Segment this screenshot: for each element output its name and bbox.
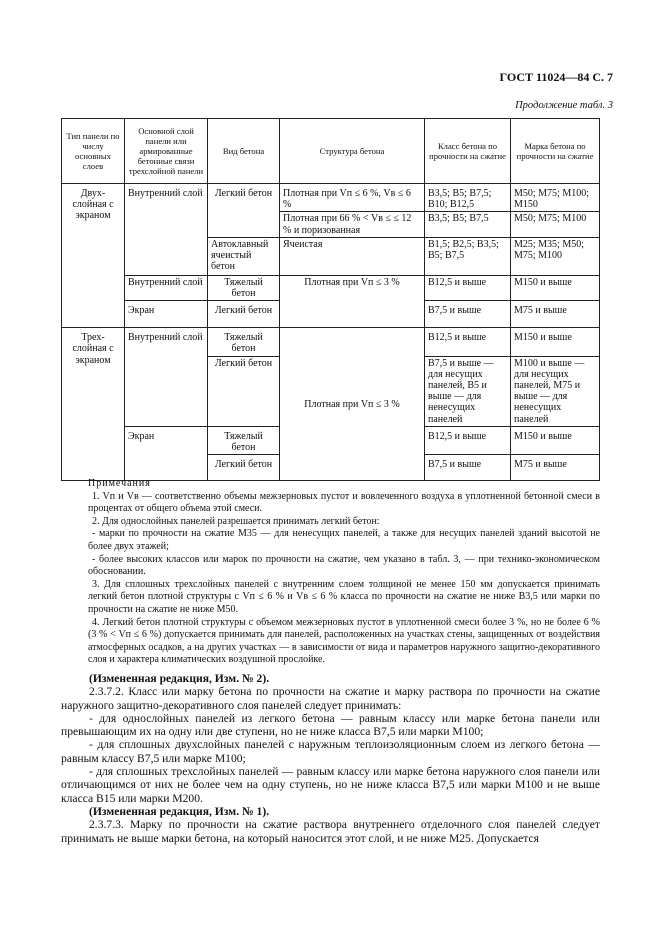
cell-grade: M50; M75; M100 (511, 212, 600, 237)
edit-note-2: (Измененная редакция, Изм. № 2). (89, 672, 270, 685)
body-text (61, 672, 600, 845)
cell-grade: M75 и выше (511, 455, 600, 481)
table-row (62, 328, 600, 356)
cell-structure: Плотная при Vп ≤ 3 % (280, 328, 425, 481)
cell-kind: Тяжелый бетон (208, 275, 280, 300)
cell-class: B3,5; B5; B7,5; B10; B12,5 (425, 184, 511, 212)
cell-layer: Внутренний слой (125, 275, 208, 300)
cell-kind: Легкий бетон (208, 356, 280, 426)
paragraph-2372-c: - для сплошных трехслойных панелей — равным классу или марке бетона наружного слоя панели или отличающимся от них не более чем на одну ступень, но не ниже класса B7,5 или марки M100 и не выше класса B15 или марки M200. (61, 765, 600, 805)
note-1: 1. Vп и Vв — соответственно объемы межзерновых пустот и вовлеченного воздуха в уплотненной бетонной смеси в процентах от общего объема этой смеси. (88, 490, 600, 515)
concrete-table (61, 118, 600, 481)
col-class: Класс бетона по прочности на сжатие (425, 119, 511, 184)
cell-kind: Легкий бетон (208, 184, 280, 238)
notes-title: Примечания (88, 478, 151, 489)
note-2b: - более высоких классов или марок по прочности на сжатие, чем указано в табл. 3, — при технико-экономическом обосновании. (88, 553, 600, 578)
cell-grade: M150 и выше (511, 328, 600, 356)
cell-structure: Ячеистая (280, 237, 425, 275)
cell-layer: Экран (125, 301, 208, 328)
note-2: 2. Для однослойных панелей разрешается принимать легкий бетон: (92, 515, 380, 527)
cell-kind: Легкий бетон (208, 301, 280, 328)
cell-kind: Тяжелый бетон (208, 328, 280, 356)
table-row (62, 275, 600, 300)
col-panel-type: Тип панели по числу основных слоев (62, 119, 125, 184)
cell-structure: Плотная при Vп ≤ 3 % (280, 275, 425, 327)
col-main-layer: Основной слой панели или армированные бетонные связи трехслойной панели (125, 119, 208, 184)
cell-kind: Тяжелый бетон (208, 426, 280, 454)
cell-class: B12,5 и выше (425, 275, 511, 300)
cell-layer: Экран (125, 426, 208, 480)
note-2a: - марки по прочности на сжатие M35 — для ненесущих панелей, а также для несущих панелей зданий высотой не более двух этажей; (88, 528, 600, 552)
cell-structure: Плотная при Vп ≤ 6 %, Vв ≤ 6 % (280, 184, 425, 212)
notes-block (88, 478, 600, 667)
cell-class: B3,5; B5; B7,5 (425, 212, 511, 237)
cell-grade: M75 и выше (511, 301, 600, 328)
note-3: 3. Для сплошных трехслойных панелей с внутренним слоем толщиной не менее 150 мм допускается принимать легкий бетон плотной структуры с Vп ≤ 6 % и Vв ≤ 6 % класса по прочности на сжатие не ниже B3,5 или марки по прочности на сжатие не ниже M50. (88, 578, 600, 615)
cell-grade: M50; M75; M100; M150 (511, 184, 600, 212)
cell-kind: Автоклавный ячеистый бетон (208, 237, 280, 275)
cell-class: B7,5 и выше — для несущих панелей, B5 и выше — для ненесущих панелей (425, 356, 511, 426)
cell-layer: Внутренний слой (125, 184, 208, 276)
col-concrete-kind: Вид бетона (208, 119, 280, 184)
cell-layer: Внутренний слой (125, 328, 208, 427)
cell-grade: M150 и выше (511, 426, 600, 454)
cell-class: B7,5 и выше (425, 301, 511, 328)
col-structure: Структура бетона (280, 119, 425, 184)
edit-note-1: (Измененная редакция, Изм. № 1). (89, 804, 270, 818)
cell-class: B12,5 и выше (425, 328, 511, 356)
cell-panel-type: Двух-слойная с экраном (62, 184, 125, 328)
cell-class: B1,5; B2,5; B3,5; B5; B7,5 (425, 237, 511, 275)
paragraph-2372: 2.3.7.2. Класс или марку бетона по прочности на сжатие и марку раствора по прочности на сжатие наружного защитно-декоративного слоя панелей следует принимать: (61, 685, 600, 712)
cell-kind: Легкий бетон (208, 455, 280, 481)
table-header-row (62, 119, 600, 184)
cell-panel-type: Трех-слойная с экраном (62, 328, 125, 481)
note-4: 4. Легкий бетон плотной структуры с объемом межзерновых пустот в уплотненной смеси более 3 %, но не более 6 % (3 % < Vп ≤ 6 %) допускается принимать для панелей, расположенных на участках стены, защищенных от воздействия атмосферных осадков, а на других участках — в зависимости от вида и параметров наружного защитно-декоративного слоя и характера климатических воздушной прослойке. (88, 616, 600, 666)
cell-structure: Плотная при 66 % < Vв ≤ ≤ 12 % и поризованная (280, 212, 425, 237)
cell-class: B7,5 и выше (425, 455, 511, 481)
table-row (62, 184, 600, 212)
paragraph-2372-b: - для сплошных двухслойных панелей с наружным теплоизоляционным слоем из легкого бетона — равным классу B7,5 или марке M100; (61, 738, 600, 765)
cell-grade: M100 и выше — для несущих панелей, M75 и выше — для ненесущих панелей (511, 356, 600, 426)
cell-grade: M150 и выше (511, 275, 600, 300)
cell-class: B12,5 и выше (425, 426, 511, 454)
cell-grade: M25; M35; M50; M75; M100 (511, 237, 600, 275)
paragraph-2372-a: - для однослойных панелей из легкого бетона — равным классу или марке бетона панели или превышающим их на одну или две ступени, но не ниже класса B7,5 или марки M100; (61, 711, 600, 739)
paragraph-2373: 2.3.7.3. Марку по прочности на сжатие раствора внутреннего отделочного слоя панелей следует принимать не выше марки бетона, на который наносится этот слой, и не ниже M25. Допускается (61, 818, 600, 845)
col-grade: Марка бетона по прочности на сжатие (511, 119, 600, 184)
table-continuation-label: Продолжение табл. 3 (515, 100, 613, 111)
page-header: ГОСТ 11024—84 С. 7 (499, 70, 613, 84)
